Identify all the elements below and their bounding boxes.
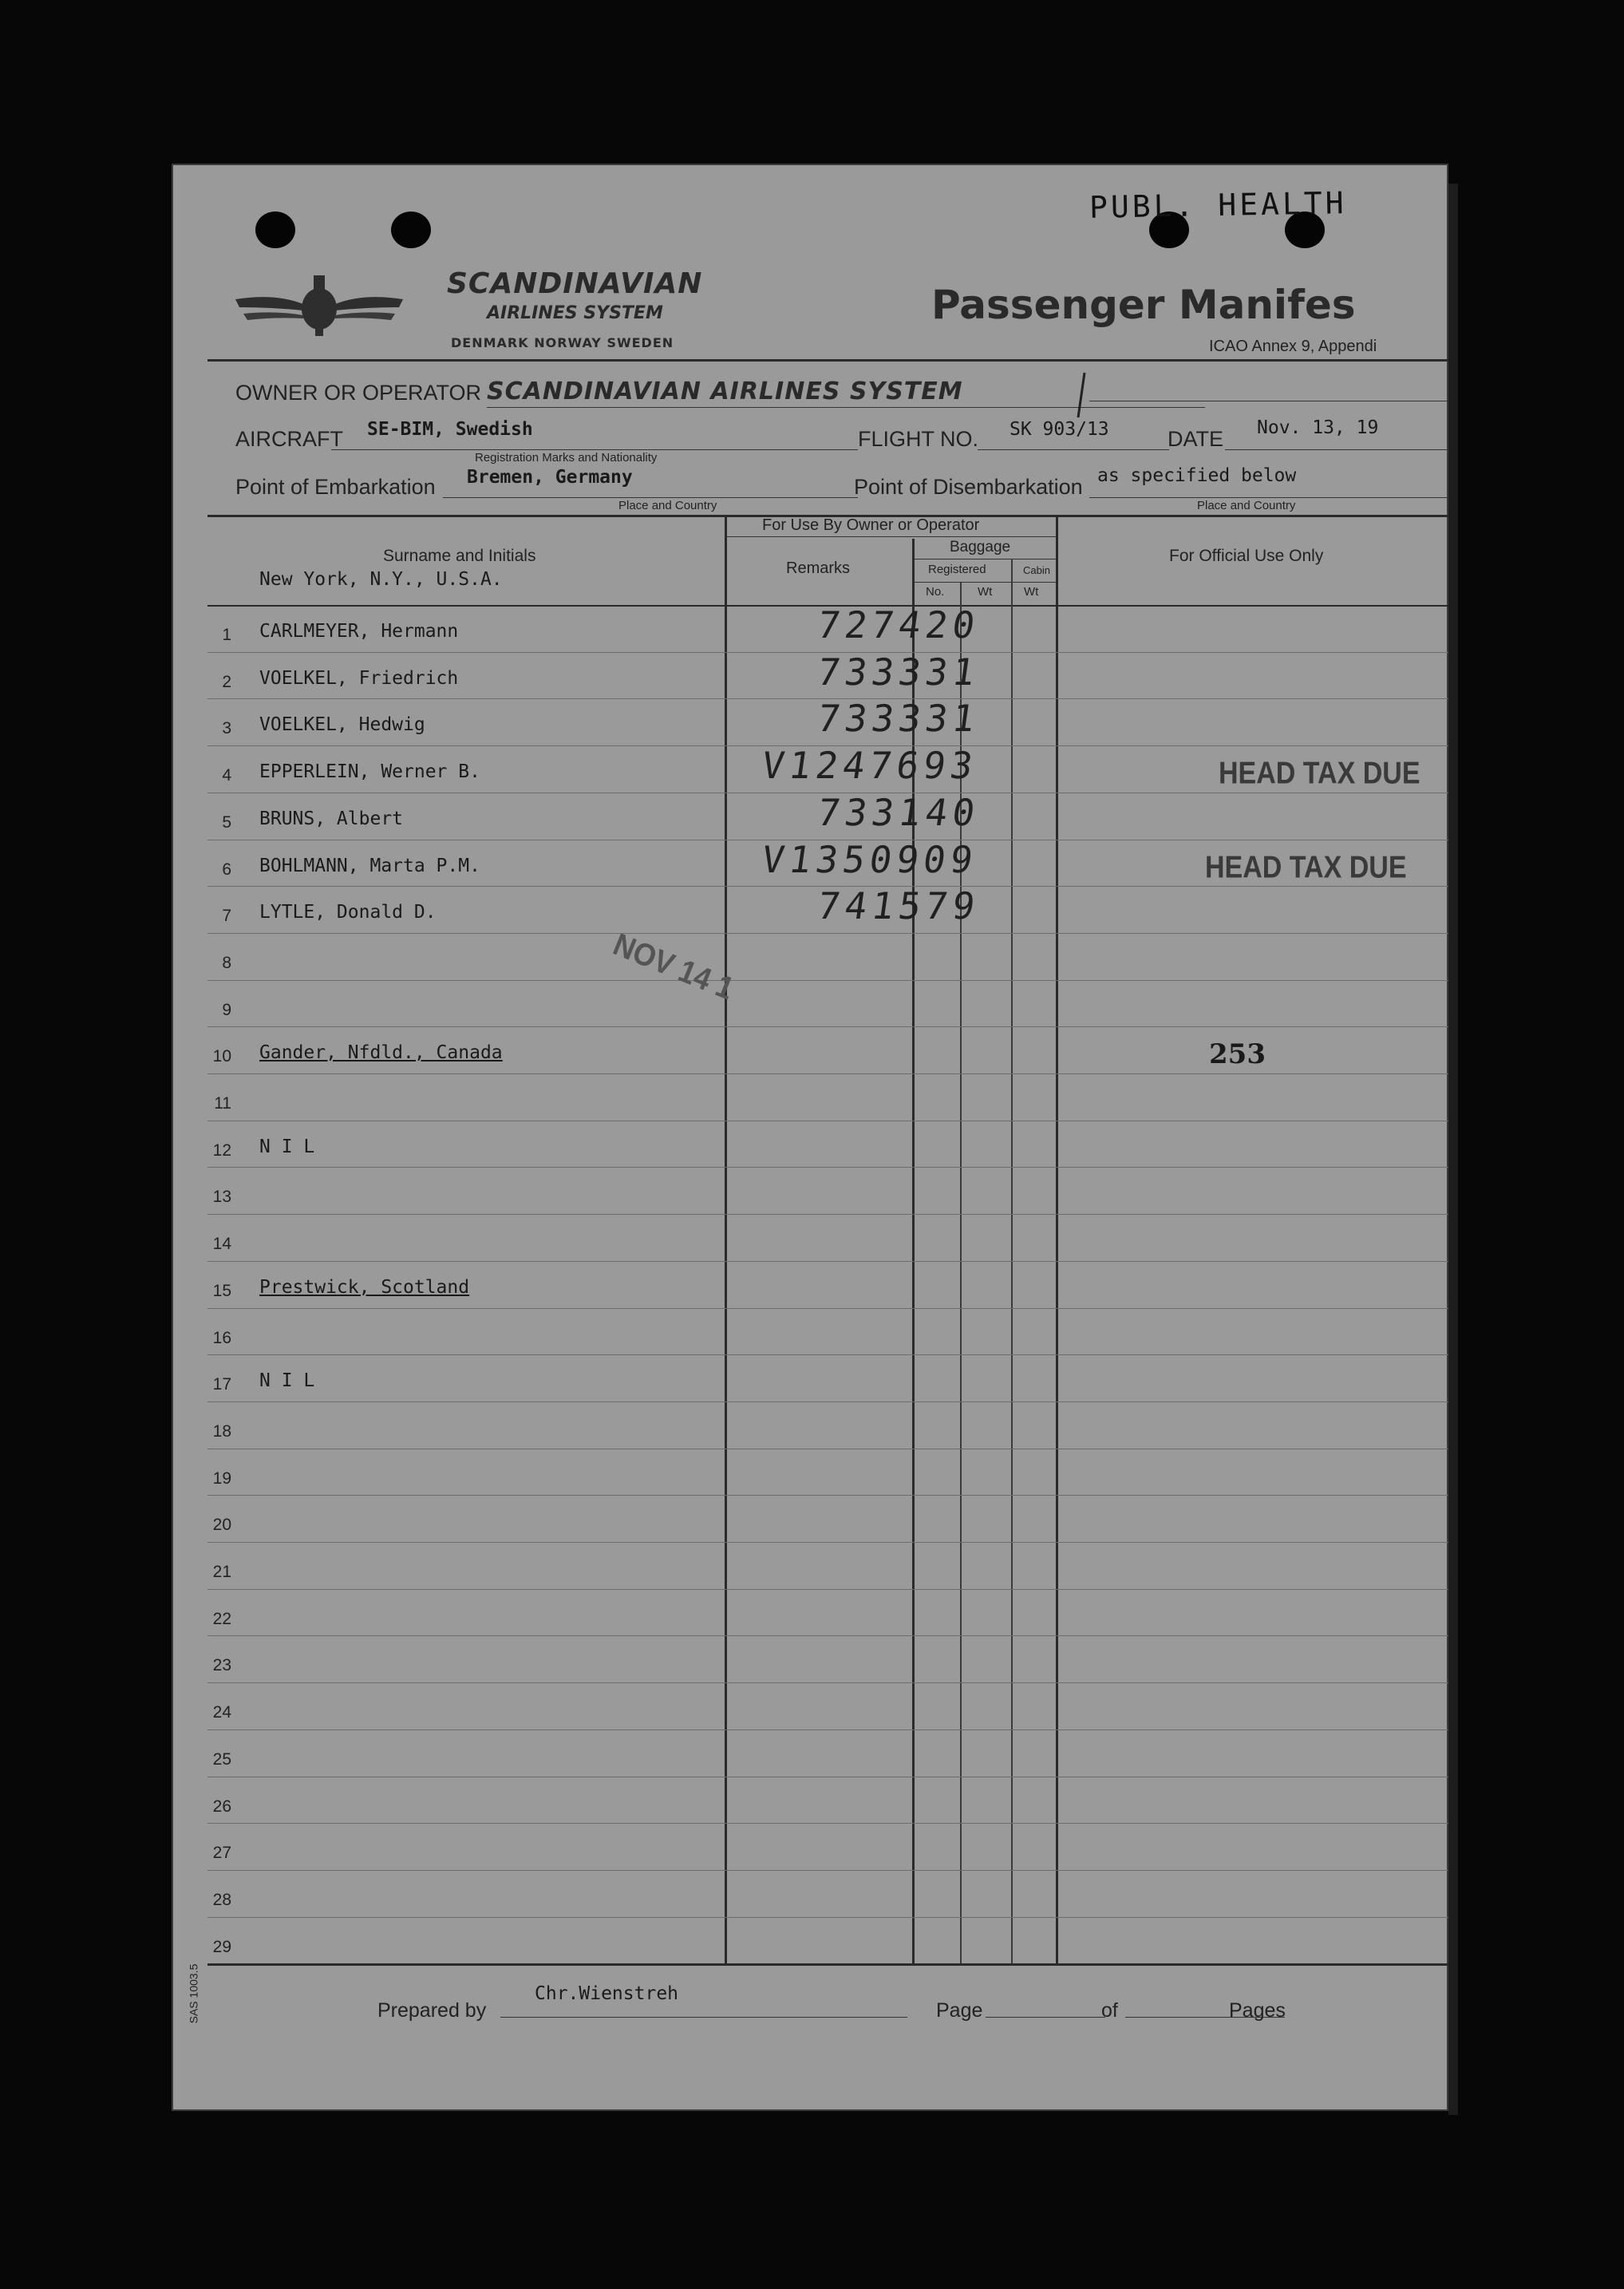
- row-rule: [207, 1870, 1448, 1871]
- row-number: 12: [212, 1141, 231, 1160]
- date-stamp: NOV 14 1: [608, 925, 739, 1007]
- flight-label: FLIGHT NO.: [858, 427, 979, 451]
- disembarkation-line: [1089, 497, 1448, 498]
- registered-underline: [914, 582, 1057, 583]
- owner-line: [487, 407, 1205, 408]
- row-number: 29: [212, 1937, 231, 1956]
- row-rule: [207, 1214, 1448, 1215]
- page-label: Page: [936, 1999, 983, 2022]
- official-use-entry: HEAD TAX DUE: [1205, 849, 1407, 885]
- owner-use-underline: [726, 536, 1057, 537]
- passenger-name: N I L: [259, 1136, 315, 1157]
- row-number: 8: [222, 953, 231, 972]
- row-rule: [207, 1589, 1448, 1590]
- row-number: 3: [222, 719, 231, 738]
- date-label: DATE: [1168, 427, 1224, 451]
- row-rule: [207, 1542, 1448, 1543]
- row-rule: [207, 933, 1448, 934]
- remark-handwritten: V1247693: [759, 744, 981, 788]
- bag-no-header: No.: [926, 585, 945, 599]
- row-number: 19: [212, 1469, 231, 1488]
- row-rule: [207, 1261, 1448, 1262]
- owner-use-header: For Use By Owner or Operator: [762, 516, 980, 534]
- row-rule: [207, 1167, 1448, 1168]
- row-number: 28: [212, 1890, 231, 1909]
- passenger-name: VOELKEL, Friedrich: [259, 667, 459, 689]
- cabin-wt-header: Wt: [1024, 585, 1039, 599]
- row-number: 6: [222, 860, 231, 879]
- passenger-name: Gander, Nfdld., Canada: [259, 1042, 503, 1064]
- official-use-header: For Official Use Only: [1169, 547, 1324, 565]
- remark-handwritten: 741579: [815, 884, 982, 928]
- row-number: 14: [212, 1235, 231, 1254]
- row-number: 13: [212, 1188, 231, 1207]
- row-number: 26: [212, 1797, 231, 1816]
- row-rule: [207, 1401, 1448, 1402]
- row-number: 2: [222, 672, 231, 691]
- prepared-label: Prepared by: [377, 1999, 487, 2022]
- punch-hole: [255, 212, 295, 248]
- row-number: 25: [212, 1749, 231, 1769]
- flight-value: SK 903/13: [1010, 419, 1109, 440]
- row-number: 21: [212, 1563, 231, 1581]
- row-number: 22: [212, 1609, 231, 1628]
- embarkation-value: Bremen, Germany: [467, 467, 633, 488]
- baggage-header: Baggage: [950, 539, 1011, 555]
- col-divider-name: [725, 515, 727, 1963]
- col-divider-no: [960, 583, 962, 1963]
- owner-value: SCANDINAVIAN AIRLINES SYSTEM: [487, 378, 963, 405]
- passenger-name: LYTLE, Donald D.: [259, 902, 437, 923]
- official-use-entry: 253: [1209, 1038, 1266, 1071]
- official-use-entry: HEAD TAX DUE: [1219, 756, 1421, 791]
- passenger-name: EPPERLEIN, Werner B.: [259, 761, 480, 783]
- logo-line3: DENMARK NORWAY SWEDEN: [451, 335, 674, 350]
- embarkation-caption: Place and Country: [618, 499, 717, 512]
- handwritten-note: PUBL. HEALTH: [1089, 185, 1347, 225]
- prepared-value: Chr.Wienstreh: [535, 1983, 679, 2004]
- aircraft-value: SE-BIM, Swedish: [367, 419, 533, 440]
- aircraft-line: [331, 449, 858, 450]
- aircraft-label: AIRCRAFT: [235, 427, 343, 451]
- date-value: Nov. 13, 19: [1257, 417, 1379, 438]
- row-rule: [207, 1308, 1448, 1309]
- remark-handwritten: 733140: [815, 790, 982, 834]
- manifest-sheet: [172, 164, 1448, 2111]
- page-title: Passenger Manifes: [931, 282, 1356, 328]
- row-number: 11: [214, 1094, 231, 1113]
- pages-label: Pages: [1229, 1999, 1286, 2022]
- remark-handwritten: 727420: [815, 603, 982, 646]
- aircraft-caption: Registration Marks and Nationality: [475, 451, 658, 465]
- table-bottom-border: [207, 1963, 1448, 1966]
- row-number: 18: [212, 1421, 231, 1441]
- row-number: 1: [222, 626, 231, 644]
- cabin-header: Cabin: [1023, 564, 1050, 576]
- row-rule: [207, 1635, 1448, 1636]
- passenger-name: BOHLMANN, Marta P.M.: [259, 855, 480, 876]
- row-number: 24: [212, 1703, 231, 1722]
- passenger-name: N I L: [259, 1370, 315, 1392]
- row-rule: [207, 1495, 1448, 1496]
- destination-header: New York, N.Y., U.S.A.: [259, 569, 503, 590]
- remark-handwritten: 733331: [815, 650, 982, 694]
- row-number: 15: [212, 1281, 231, 1300]
- date-line: [1225, 449, 1448, 450]
- remark-handwritten: V1350909: [759, 837, 981, 881]
- sheet-shadow: [1448, 184, 1458, 2115]
- disembarkation-label: Point of Disembarkation: [854, 475, 1083, 499]
- form-code: SAS 1003.5: [187, 1963, 200, 2024]
- col-divider-cabin: [1056, 515, 1058, 1963]
- header-divider: [207, 359, 1448, 362]
- flight-line: [978, 449, 1169, 450]
- row-number: 20: [212, 1516, 231, 1535]
- page-line: [986, 2017, 1105, 2018]
- row-rule: [207, 1073, 1448, 1074]
- row-number: 10: [212, 1047, 231, 1066]
- owner-label: OWNER OR OPERATOR: [235, 381, 482, 405]
- row-rule: [207, 980, 1448, 981]
- row-rule: [207, 1823, 1448, 1824]
- logo-line2: AIRLINES SYSTEM: [487, 303, 663, 323]
- page-subtitle: ICAO Annex 9, Appendi: [1209, 338, 1377, 355]
- registered-header: Registered: [928, 563, 986, 576]
- passenger-name: VOELKEL, Hedwig: [259, 714, 425, 736]
- surname-header: Surname and Initials: [383, 547, 536, 565]
- row-number: 4: [222, 766, 231, 785]
- logo-line1: SCANDINAVIAN: [447, 267, 703, 300]
- of-label: of: [1101, 1999, 1118, 2022]
- remark-handwritten: 733331: [815, 697, 982, 741]
- row-rule: [207, 1354, 1448, 1355]
- prepared-line: [500, 2017, 907, 2018]
- passenger-name: Prestwick, Scotland: [259, 1276, 470, 1298]
- disembarkation-value: as specified below: [1097, 465, 1297, 486]
- row-number: 16: [212, 1328, 231, 1347]
- row-number: 7: [222, 907, 231, 926]
- row-number: 17: [212, 1375, 231, 1394]
- disembarkation-caption: Place and Country: [1197, 499, 1296, 512]
- punch-hole: [391, 212, 431, 248]
- passenger-name: CARLMEYER, Hermann: [259, 621, 459, 642]
- row-number: 5: [222, 812, 231, 832]
- row-rule: [207, 1917, 1448, 1918]
- row-number: 27: [212, 1844, 231, 1863]
- remarks-header: Remarks: [786, 559, 851, 577]
- owner-slash-mark: [1073, 371, 1089, 419]
- bag-wt-header: Wt: [978, 585, 993, 599]
- row-rule: [207, 1026, 1448, 1027]
- airline-wings-logo-icon: [235, 275, 403, 339]
- row-number: 23: [212, 1656, 231, 1675]
- passenger-name: BRUNS, Albert: [259, 808, 404, 829]
- embarkation-label: Point of Embarkation: [235, 475, 436, 499]
- row-number: 9: [222, 1000, 231, 1019]
- embarkation-line: [443, 497, 858, 498]
- row-rule: [207, 1682, 1448, 1683]
